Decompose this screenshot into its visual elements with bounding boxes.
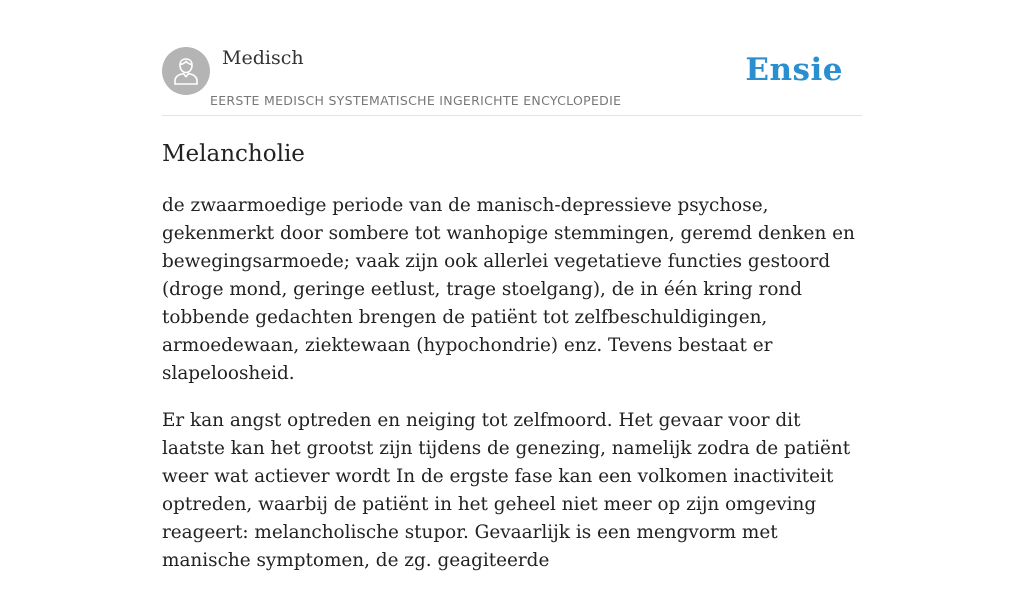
header	[162, 0, 862, 116]
user-silhouette-icon	[162, 47, 210, 95]
avatar[interactable]	[162, 47, 210, 95]
brand-logo[interactable]: Ensie	[745, 52, 843, 88]
author-subtitle: EERSTE MEDISCH SYSTEMATISCHE INGERICHTE ENCYCLOPEDIE	[210, 93, 622, 108]
article-body	[162, 192, 862, 594]
article-paragraph: de zwaarmoedige periode van de manisch-depressieve psychose, gekenmerkt door sombere tot wanhopige stemmingen, geremd denken en bewegingsarmoede; vaak zijn ook allerlei vegetatieve functies gestoord (droge mond, geringe eetlust, trage stoelgang), de in één kring rond tobbende gedachten brengen de patiënt tot zelfbeschuldigingen, armoedewaan, ziektewaan (hypochondrie) enz. Tevens bestaat er slapeloosheid.	[162, 195, 855, 384]
article-title: Melancholie	[162, 141, 305, 167]
author-name[interactable]: Medisch	[222, 47, 304, 69]
article-paragraph: Er kan angst optreden en neiging tot zelfmoord. Het gevaar voor dit laatste kan het grootst zijn tijdens de genezing, namelijk zodra de patiënt weer wat actiever wordt In de ergste fase kan een volkomen inactiviteit optreden, waarbij de patiënt in het geheel niet meer op zijn omgeving reageert: melancholische stupor. Gevaarlijk is een mengvorm met manische symptomen, de zg. geagiteerde	[162, 410, 851, 571]
